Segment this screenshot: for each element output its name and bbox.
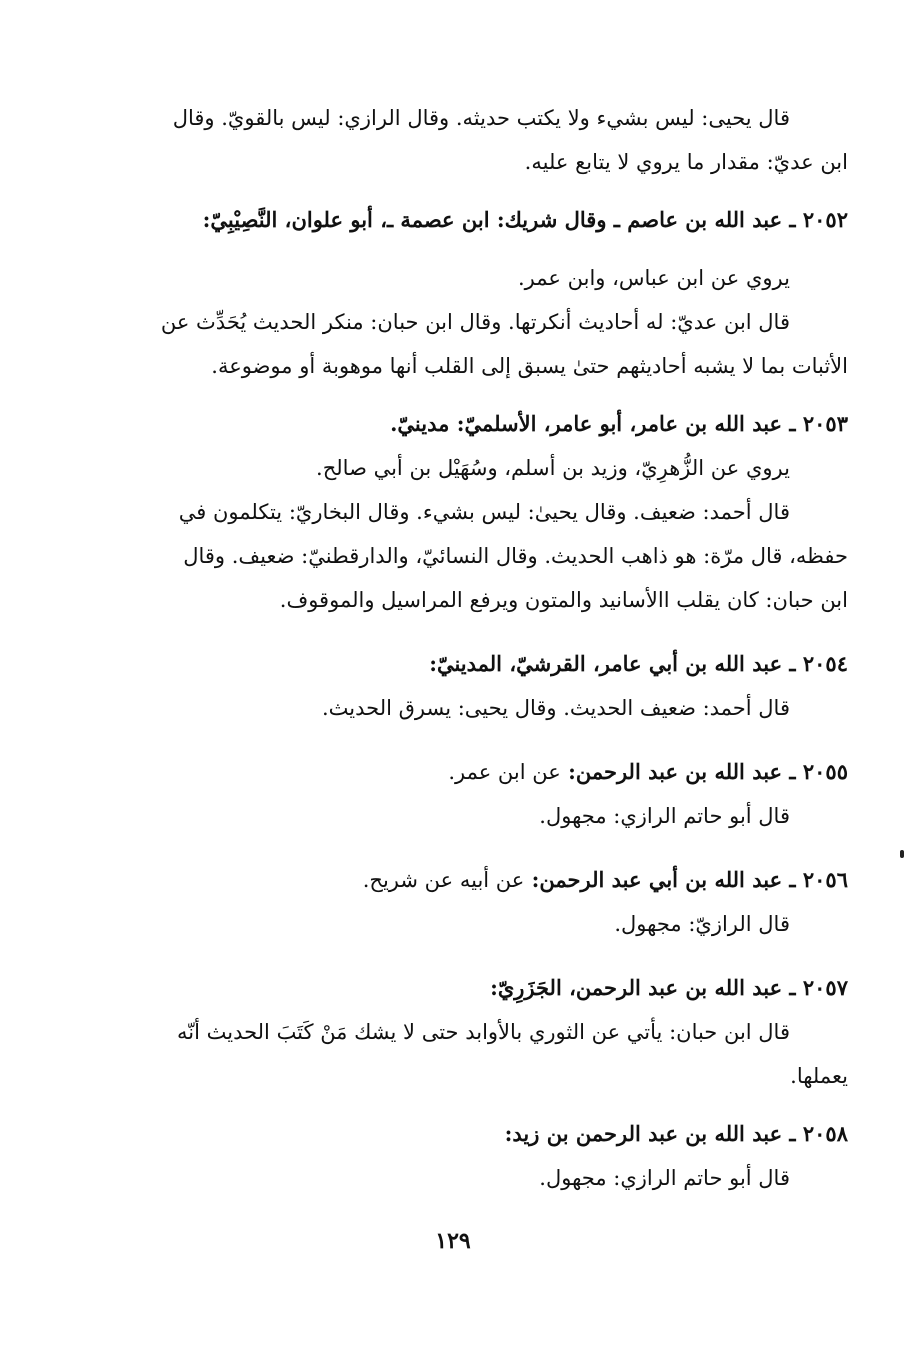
entry-heading-2056 (118, 858, 848, 902)
entry-heading-2057: ٢٠٥٧ ـ عبد الله بن عبد الرحمن، الجَزَرِيّ: (490, 975, 848, 1000)
text-line: قال يحيى: ليس بشيء ولا يكتب حديثه. وقال الرازي: ليس بالقويّ. وقال (172, 106, 790, 130)
entry-heading-2058: ٢٠٥٨ ـ عبد الله بن عبد الرحمن بن زيد: (504, 1121, 848, 1146)
entry-heading-2055 (118, 750, 848, 794)
text-line: قال أبو حاتم الرازي: مجهول. (539, 804, 790, 828)
entry-rest: عن أبيه عن شريح. (362, 868, 525, 892)
entry-heading-2052: ٢٠٥٢ ـ عبد الله بن عاصم ـ وقال شريك: ابن عصمة ـ، أبو علوان، النَّصِيْبِيّ: (202, 207, 848, 232)
text-line: ابن حبان: كان يقلب االأسانيد والمتون ويرفع المراسيل والموقوف. (279, 588, 848, 612)
entry-rest: عن ابن عمر. (448, 760, 561, 784)
entry-heading-2054: ٢٠٥٤ ـ عبد الله بن أبي عامر، القرشيّ، المدينيّ: (429, 651, 848, 676)
text-line: الأثبات بما لا يشبه أحاديثهم حتىٰ يسبق إلى القلب أنها موهوبة أو موضوعة. (211, 354, 848, 378)
page-number: ١٢٩ (435, 1228, 471, 1254)
entry-title: ٢٠٥٥ ـ عبد الله بن عبد الرحمن: (568, 759, 848, 784)
text-line: يعملها. (790, 1064, 848, 1088)
text-line: قال ابن عديّ: له أحاديث أنكرتها. وقال ابن حبان: منكر الحديث يُحَدِّث عن (160, 310, 790, 334)
text-line: قال الرازيّ: مجهول. (614, 912, 790, 936)
page-body (118, 96, 848, 1200)
entry-title: ٢٠٥٦ ـ عبد الله بن أبي عبد الرحمن: (531, 867, 848, 892)
entry-heading-2053: ٢٠٥٣ ـ عبد الله بن عامر، أبو عامر، الأسلميّ: مدينيّ. (390, 411, 848, 436)
text-line: يروي عن ابن عباس، وابن عمر. (518, 266, 790, 290)
text-line: حفظه، قال مرّة: هو ذاهب الحديث. وقال النسائيّ، والدارقطنيّ: ضعيف. وقال (183, 544, 848, 568)
margin-mark (900, 850, 904, 858)
text-line: قال أبو حاتم الرازي: مجهول. (539, 1166, 790, 1190)
text-line: قال أحمد: ضعيف. وقال يحيىٰ: ليس بشيء. وقال البخاريّ: يتكلمون في (178, 500, 790, 524)
text-line: ابن عديّ: مقدار ما يروي لا يتابع عليه. (524, 150, 848, 174)
text-line: قال ابن حبان: يأتي عن الثوري بالأوابد حتى لا يشك مَنْ كَتَبَ الحديث أنّه (177, 1020, 790, 1044)
text-line: يروي عن الزُّهرِيّ، وزيد بن أسلم، وسُهَيْل بن أبي صالح. (316, 456, 790, 480)
text-line: قال أحمد: ضعيف الحديث. وقال يحيى: يسرق الحديث. (321, 696, 790, 720)
